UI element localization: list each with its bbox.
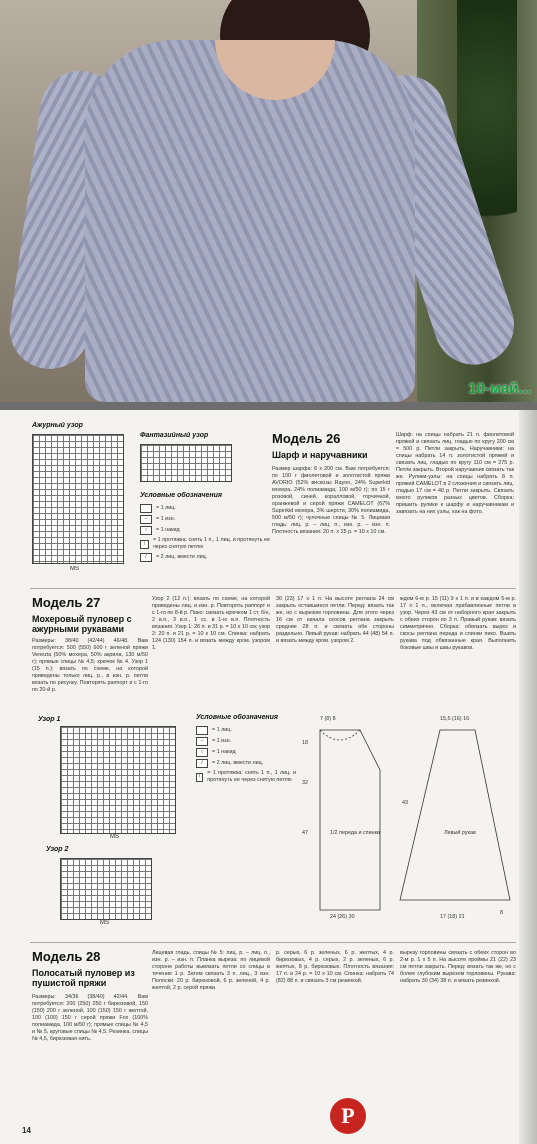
model-26-instructions: Шарф: на спицы набрать 21 п. фиолетовой пряжей и связать лиц. гладью по кругу 200 см = 500 р. Петли закрыть. Наручавники: на спицы набрать 14 п. золотистой пряжей и связать лиц. гладью по кругу 110 см = 275 р. Петли закрыть. Второй наручавник связать так же. Рулики-узлы: на спицы набрать 8 п. пряжей CAMELOT в 2 сложения и связать лиц. гладью 17 см = 40 р. Петли закрыть. Связать много руликов разных цветов. Сборка: пришить рулики к шарфу и наручавникам и завязать на них узлы, как на фото. <box>396 432 514 515</box>
ajur-chart-label: Ажурный узор <box>32 422 83 429</box>
model-27-title: Мохеровый пуловер с ажурными рукавами <box>32 614 132 634</box>
symbols-label: Условные обозначения <box>140 492 223 499</box>
ssk-symbol: \ <box>196 773 203 782</box>
garment-schematics <box>300 710 518 940</box>
model-28-heading: Модель 28 <box>32 950 101 964</box>
uzor1-label: Узор 1 <box>38 716 61 723</box>
purl-symbol: – <box>140 515 152 524</box>
dim-armhole: 18 <box>302 740 308 746</box>
legend-list <box>140 504 270 564</box>
model-28-text-4: вырезу горловины связать с обеих сторон во 2-м р. 1 х 5 п. На высоте проймы 21 (22) 23 см петли закрыть. Перед: вязать так же, но с более глубоким вырезом горловины. Рукава: набрать 30 (34) 38 п. и вязать резинкой. <box>400 950 516 984</box>
dim-sleeve-length: 43 <box>402 800 408 806</box>
k2tog-symbol: / <box>196 759 208 768</box>
dim-body-length: 47 <box>302 830 308 836</box>
dim-sleeve-top: 15,5 (16) 16 <box>440 716 470 722</box>
legend-item: ○ = 1 накид <box>140 526 270 535</box>
model-26-title: Шарф и наручавники <box>272 450 368 460</box>
magazine-page <box>0 410 537 1144</box>
knit-symbol <box>196 726 208 735</box>
dim-cuff: 8 <box>500 910 503 916</box>
model-27-text-4: ждом 6-м р. 15 (11) 9 х 1 п. и в каждом 5-м р. 17 х 1 п., включая прибавленные петли в узор. Через 43 см от наборного края закрыть с обеих сторон по 3 п. Правый рукав: вязать симметрично. Сборка: обвязать вырез и скосы реглана переда и спинки пико. Вшить рукава под обвязанные края. Выполнить боковые швы и швы рукавов. <box>400 596 516 651</box>
purl-symbol: – <box>196 737 208 746</box>
sleeve-caption: Левый рукав <box>444 830 476 836</box>
model-28-text-3: р. серых, 6 р. зеленых, 6 р. желтых, 4 р. бирюзовых, 4 р. серых, 2 р. зеленых, 6 р. желтых, 8 р. бирюзовых. Плотность вязания: 17 п. и 24 р. = 10 х 10 см. Спинка: набрать 74 (82) 88 п. и связать 3 см резинкой. <box>276 950 394 984</box>
legend-item: – = 1 изн. <box>140 515 270 524</box>
sweater-photo <box>0 0 537 402</box>
model-28-text: Размеры: 34/36 (38/40) 42/44. Вам потребуется: 200 (250) 250 г бирюзовой, 150 (150) 200 г зеленой, 100 (150) 150 г желтой, 100 (100) 150 г серой пряжи Fox (100% полиамида, 100 м/50 г); прямые спицы № 4,5 и № 5, круговые спицы № 4,5. Резинка, спицы № 4,5, бирюзовая нить. <box>32 994 148 1042</box>
uzor2-label: Узор 2 <box>46 846 69 853</box>
uzor1-grid <box>60 726 176 834</box>
logo-icon: P <box>330 1098 366 1134</box>
ssk-symbol: \ <box>140 540 149 549</box>
fantasy-chart-grid <box>140 444 232 482</box>
image-separator <box>0 402 537 410</box>
k2tog-symbol: / <box>140 553 152 562</box>
uzor2-grid <box>60 858 152 920</box>
legend-item: = 1 лиц. <box>196 726 296 735</box>
legend-item: \ = 1 протяжка: снять 1 п., 1 лиц. и протянуть ее через снятую петлю <box>196 770 296 784</box>
front-back-caption: 1/2 переда и спинки <box>330 830 380 836</box>
model-26-text: Размер шарфа: 6 х 200 см. Вам потребуется: по 100 г фиолетовой и золотистой пряжи AVORIO (52% вискозы Rayon, 24% Superkid мохера, 24% полиамида, 100 м/50 г); по 15 г розовой, синей, коралловой, горчичной, оранжевой и серой пряжи CAMELOT (67% Superkid мохера, 3% шерсти, 30% полиамида, 500 м/50 г); чулочные спицы № 5. Лицевая гладь: лиц. р. – лиц. п., изн. р. – изн. п. Плотность вязания: 20 п. х 25 р. = 10 х 10 см. <box>272 466 390 535</box>
ajur-ms-label: MS <box>70 566 79 572</box>
page-number: 14 <box>22 1125 31 1135</box>
section-divider <box>30 588 516 589</box>
uzor2-ms-label: MS <box>100 920 109 926</box>
fantasy-chart-label: Фантазийный узор <box>140 432 209 439</box>
dim-sleeve-bottom: 17 (18) 21 <box>440 914 465 920</box>
dim-hem: 24 (26) 30 <box>330 914 355 920</box>
page-spine <box>519 410 537 1144</box>
model-28-title: Полосатый пуловер из пушистой пряжи <box>32 968 135 988</box>
ajur-chart-grid <box>32 434 124 564</box>
front-back-schematic <box>320 730 380 910</box>
model-27-text-2: Узор 2 (12 п.): вязать по схеме, на которой приведены лиц. и изн. р. Повторять раппорт и с 1-го по 8-й р. Пико: связать крючком 1 ст. б/н, 2 в.п., 3 в.п., 1 сс. в 1-ю в.п. Плотность вязания. Узор 1: 26 п. и 31 р. = 10 х 10 см; узор 2: 20 п. и 21 р. = 10 х 10 см. Спинка: набрать 124 (130) 154 п. и вязать между кром. узором 1. <box>152 596 270 651</box>
photo-watermark: 10-май... <box>468 380 531 397</box>
legend-item: = 1 лиц. <box>140 504 270 513</box>
dim-neck: 7 (8) 8 <box>320 716 336 722</box>
knit-symbol <box>140 504 152 513</box>
legend-item: / = 2 лиц. вместе лиц. <box>196 759 296 768</box>
model-26-heading: Модель 26 <box>272 432 341 446</box>
legend-item: \ = 1 протяжка: снять 1 п., 1 лиц. и протянуть ее через снятую петлю <box>140 537 270 551</box>
symbols2-label: Условные обозначения <box>196 714 279 721</box>
model-27-heading: Модель 27 <box>32 596 101 610</box>
model-28-text-2: Лицевая гладь, спицы № 5: лиц. р. – лиц. п., изн. р. – изн. п. Планка выреза: по лицевой стороне работы вывязать петли со спицы в течение 1 р. Затем связать 3 п. лиц., 3 изн. Полоски: 20 р. бирюзовой, 6 р. зеленой, 4 р. желтой, 2 р. серой пряжи. <box>152 950 270 991</box>
legend-item: / = 2 лиц. вместе лиц. <box>140 553 270 562</box>
legend-item: ○ = 1 накид <box>196 748 296 757</box>
uzor1-ms-label: MS <box>110 834 119 840</box>
legend-list-2 <box>196 726 296 786</box>
sleeve-schematic <box>400 730 510 900</box>
section-divider <box>30 942 516 943</box>
site-logo <box>330 1098 366 1134</box>
legend-item: – = 1 изн. <box>196 737 296 746</box>
dim-raglan: 32 <box>302 780 308 786</box>
model-27-text-3: 30 (23) 17 х 1 п. На высоте реглана 24 см закрыть оставшиеся петли. Перед: вязать так же, но с вырезом горловины. Для этого через 16 см от начала скосов реглана закрыть средние 28 п. и связать обе стороны раздельно. Левый рукав: набрать 44 (48) 54 п. и вязать между кром. узором 2. <box>276 596 394 644</box>
yarn-over-symbol: ○ <box>140 526 152 535</box>
model-27-text: Размеры: 38/40 (42/44) 46/48. Вам потребуется: 500 (550) 600 г зеленой пряжи Venezia (50% мохера, 50% акрила, 130 м/50 г); прямые спицы № 4,5; крючок № 4. Узор 1 (15 п.): вязать по схеме, на которой приведены только лиц. р., в изн. р. петли вязать по рисунку. Повторять раппорт и с 1-го по 20-й р. <box>32 638 148 693</box>
yarn-over-symbol: ○ <box>196 748 208 757</box>
